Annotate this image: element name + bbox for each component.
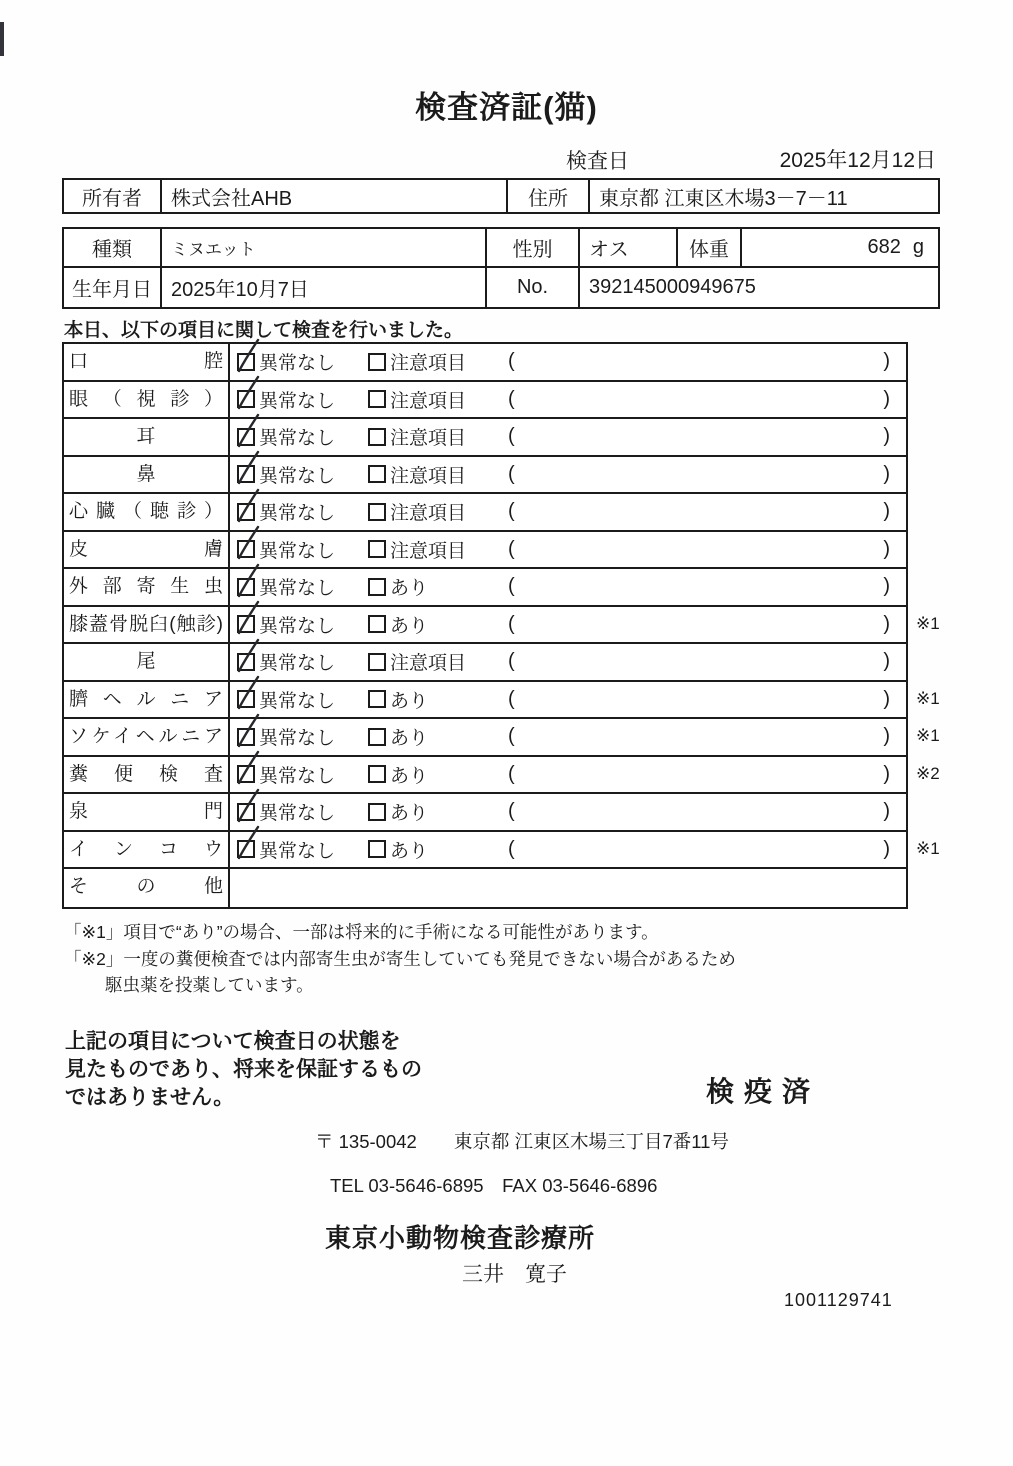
exam-item-label: 膝蓋骨脱臼(触診) [64,607,230,643]
checkmark-icon [235,787,262,825]
exam-row [64,794,906,832]
option-no-abnormality [237,461,368,488]
disclaimer-line: 上記の項目について検査日の状態を [65,1030,401,1053]
owner-value: 株式会社AHB [162,180,508,212]
page-title: 検査済証(猫) [415,90,598,125]
clinic-postal-address: 〒 135-0042 東京都 江東区木場三丁目7番11号 [315,1131,729,1152]
option-no-abnormality [237,686,368,713]
option-label: 注意項目 [390,428,467,450]
no-label: No. [487,268,580,307]
option-label: 注意項目 [390,503,467,525]
option-label: 異常なし [259,765,336,787]
checkbox-icon [237,353,255,371]
clinic-name: 東京小動物検査診療所 [325,1223,596,1253]
option-label: 異常なし [259,540,336,562]
option-attention [368,573,508,600]
birth-value: 2025年10月7日 [162,268,487,307]
paren-close: ) [883,687,890,710]
exam-item-label: 眼（視診） [64,382,230,418]
exam-item-content [230,644,906,680]
exam-item-content [230,682,906,718]
exam-item-content [230,569,906,605]
option-label: あり [390,690,429,712]
paren-close: ) [883,425,890,448]
option-label: 異常なし [259,428,336,450]
exam-item-content [230,419,906,455]
no-value: 392145000949675 [589,276,756,298]
checkbox-icon [368,390,386,408]
paren-open: ( [508,687,515,710]
option-label: 異常なし [259,465,336,487]
option-label: 注意項目 [390,465,467,487]
birth-label: 生年月日 [64,268,162,307]
option-attention [368,798,508,825]
paren-close: ) [883,837,890,860]
paren-open: ( [508,537,515,560]
option-label: 注意項目 [390,653,467,675]
scan-artifact [0,22,4,56]
checkbox-icon [237,540,255,558]
option-label: 異常なし [259,578,336,600]
exam-item-label: 皮膚 [64,532,230,568]
option-no-abnormality [237,573,368,600]
option-no-abnormality [237,836,368,863]
footnote-marker: ※1 [916,838,940,858]
option-attention [368,536,508,563]
paren-close: ) [883,612,890,635]
checkmark-icon [235,487,262,525]
checkbox-icon [368,803,386,821]
exam-item-content [230,757,906,793]
exam-item-content [230,869,906,907]
exam-row [64,569,906,607]
exam-item-content [230,719,906,755]
paren-close: ) [883,800,890,823]
disclaimer-text [65,1028,422,1112]
option-no-abnormality [237,611,368,638]
paren-open: ( [508,612,515,635]
exam-item-label: 泉門 [64,794,230,830]
checkbox-icon [368,465,386,483]
exam-item-content [230,494,906,530]
sex-value: オス [580,229,678,266]
checkbox-icon [237,465,255,483]
option-attention [368,723,508,750]
footnote-marker: ※1 [916,613,940,633]
footnote-marker: ※1 [916,688,940,708]
checkbox-icon [368,653,386,671]
checkbox-icon [237,690,255,708]
checkbox-icon [237,653,255,671]
option-attention [368,611,508,638]
checkmark-icon [235,712,262,750]
paren-close: ) [883,762,890,785]
weight-value: 682 [867,236,901,258]
option-attention [368,648,508,675]
checkbox-icon [237,840,255,858]
exam-row [64,644,906,682]
exam-row [64,494,906,532]
exam-row [64,419,906,457]
checkmark-icon [235,374,262,412]
checkbox-icon [237,428,255,446]
option-label: 異常なし [259,353,336,375]
option-attention [368,423,508,450]
paren-open: ( [508,350,515,373]
option-attention [368,386,508,413]
exam-row [64,457,906,495]
checkmark-icon [235,674,262,712]
paren-open: ( [508,725,515,748]
checkbox-icon [237,765,255,783]
checkmark-icon [235,337,262,375]
exam-row [64,344,906,382]
paren-open: ( [508,800,515,823]
disclaimer-line: ではありません。 [65,1086,235,1109]
option-label: 異常なし [259,390,336,412]
option-attention [368,348,508,375]
exam-row [64,869,906,907]
checkbox-icon [368,728,386,746]
option-attention [368,686,508,713]
option-label: あり [390,615,429,637]
weight-label: 体重 [678,229,742,266]
exam-row [64,832,940,870]
checkbox-icon [368,765,386,783]
option-label: 異常なし [259,503,336,525]
footnote-2: 「※2」一度の糞便検査では内部寄生虫が寄生していても発見できない場合があるため [64,949,736,969]
paren-close: ) [883,462,890,485]
option-label: 異常なし [259,840,336,862]
veterinarian-name: 三井 寛子 [462,1263,567,1286]
option-label: あり [390,840,429,862]
paren-close: ) [883,650,890,673]
paren-open: ( [508,650,515,673]
exam-row [64,719,940,757]
sex-label: 性別 [487,229,580,266]
checkmark-icon [235,637,262,675]
footnote-marker: ※1 [916,726,940,745]
checkmark-icon [235,824,262,862]
paren-open: ( [508,575,515,598]
option-label: あり [390,803,429,825]
checkmark-icon [235,449,262,487]
option-attention [368,836,508,863]
option-label: あり [390,728,429,750]
exam-item-label: 鼻 [64,457,230,493]
exam-item-label: 口腔 [64,344,230,380]
option-label: 異常なし [259,803,336,825]
checkmark-icon [235,749,262,787]
option-no-abnormality [237,798,368,825]
option-label: 異常なし [259,615,336,637]
checkbox-icon [237,803,255,821]
checkbox-icon [368,690,386,708]
owner-label: 所有者 [64,180,162,212]
intro-text: 本日、以下の項目に関して検査を行いました。 [64,320,464,341]
checkbox-icon [368,428,386,446]
checkbox-icon [368,840,386,858]
footnote-marker: ※2 [916,763,940,783]
option-label: 異常なし [259,653,336,675]
option-label: 注意項目 [390,353,467,375]
checkbox-icon [368,540,386,558]
breed-label: 種類 [64,229,162,266]
option-no-abnormality [237,761,368,788]
serial-number: 1001129741 [784,1290,893,1310]
exam-row [64,682,940,720]
exam-row [64,757,940,795]
exam-item-content [230,832,906,868]
animal-table [62,227,940,309]
option-label: 異常なし [259,728,336,750]
paren-close: ) [883,725,890,748]
option-label: 注意項目 [390,540,467,562]
paren-close: ) [883,500,890,523]
option-label: あり [390,578,429,600]
option-label: あり [390,765,429,787]
paren-close: ) [883,387,890,410]
option-attention [368,498,508,525]
paren-open: ( [508,762,515,785]
exam-item-label: 臍ヘルニア [64,682,230,718]
owner-table [62,178,940,214]
checkbox-icon [368,615,386,633]
paren-open: ( [508,500,515,523]
option-attention [368,461,508,488]
exam-row [64,532,906,570]
exam-item-label: 耳 [64,419,230,455]
exam-table-body [64,344,940,907]
paren-open: ( [508,462,515,485]
exam-row [64,382,906,420]
option-no-abnormality [237,536,368,563]
option-no-abnormality [237,386,368,413]
checkmark-icon [235,412,262,450]
checkmark-icon [235,562,262,600]
option-no-abnormality [237,423,368,450]
checkbox-icon [368,578,386,596]
exam-item-label: ソケイヘルニア [64,719,230,755]
address-label: 住所 [508,180,590,212]
exam-item-label: 外部寄生虫 [64,569,230,605]
checkmark-icon [235,599,262,637]
option-no-abnormality [237,498,368,525]
checkbox-icon [237,728,255,746]
paren-open: ( [508,837,515,860]
weight-cell [742,229,938,266]
address-value: 東京都 江東区木場3－7－11 [599,187,848,210]
exam-item-content [230,344,906,380]
checkbox-icon [237,615,255,633]
exam-item-label: 尾 [64,644,230,680]
option-label: 異常なし [259,690,336,712]
footnote-2b: 駆虫薬を投薬しています。 [105,975,314,995]
clinic-tel-fax: TEL 03-5646-6895 FAX 03-5646-6896 [330,1175,658,1196]
checkbox-icon [368,503,386,521]
checkbox-icon [237,578,255,596]
weight-unit: g [912,236,924,258]
option-label: 注意項目 [390,390,467,412]
paren-close: ) [883,350,890,373]
paren-close: ) [883,537,890,560]
breed-value: ミヌエット [162,229,487,266]
disclaimer-line: 見たものであり、将来を保証するもの [65,1058,422,1081]
checkmark-icon [235,524,262,562]
exam-table [62,342,940,909]
exam-item-content [230,794,906,830]
checkbox-icon [368,353,386,371]
inspection-date-label: 検査日 [566,150,629,173]
option-no-abnormality [237,723,368,750]
exam-item-content [230,607,906,643]
option-no-abnormality [237,648,368,675]
exam-item-label: 糞便検査 [64,757,230,793]
paren-open: ( [508,387,515,410]
exam-item-label: インコウ [64,832,230,868]
exam-item-content [230,457,906,493]
quarantine-stamp: 検疫済 [706,1076,821,1107]
checkbox-icon [237,503,255,521]
footnote-1: 「※1」項目で“あり”の場合、一部は将来的に手術になる可能性があります。 [64,922,659,942]
exam-item-content [230,532,906,568]
exam-row [64,607,940,645]
paren-close: ) [883,575,890,598]
exam-item-label: その他 [64,869,230,907]
option-no-abnormality [237,348,368,375]
exam-item-label: 心臓（聴診） [64,494,230,530]
exam-item-content [230,382,906,418]
paren-open: ( [508,425,515,448]
inspection-date-value: 2025年12月12日 [779,149,936,172]
checkbox-icon [237,390,255,408]
option-attention [368,761,508,788]
